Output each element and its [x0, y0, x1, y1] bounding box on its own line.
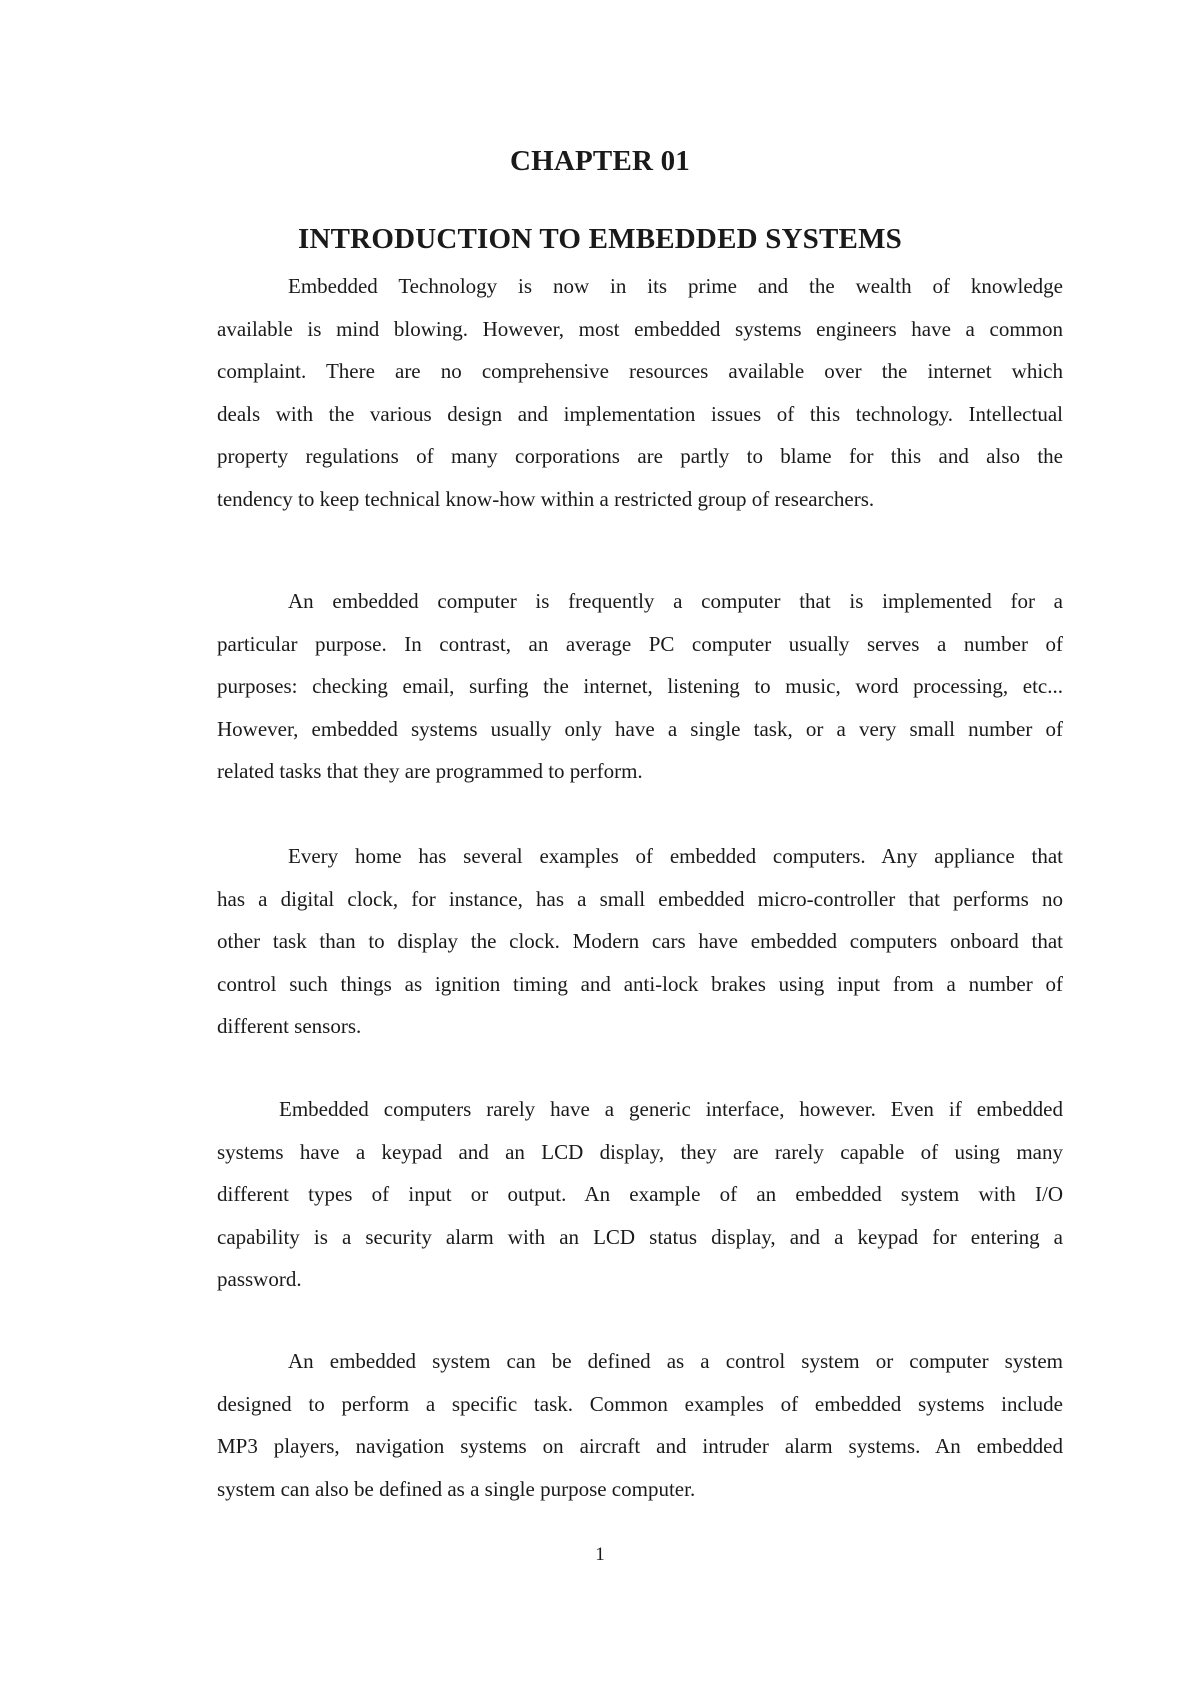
paragraph-2	[217, 580, 1063, 793]
paragraph-line: complaint. There are no comprehensive resources available over the internet which	[217, 359, 1063, 383]
page-number: 1	[595, 1544, 605, 1565]
paragraph-5	[217, 1340, 1063, 1510]
paragraph-line: other task than to display the clock. Modern cars have embedded computers onboard that	[217, 929, 1063, 953]
paragraph-line: system can also be defined as a single purpose computer.	[217, 1476, 696, 1501]
paragraph-line: different sensors.	[217, 1014, 362, 1038]
paragraph-line: password.	[217, 1267, 302, 1291]
paragraph-line: However, embedded systems usually only have a single task, or a very small number of	[217, 716, 1063, 741]
paragraph-1	[217, 265, 1063, 520]
paragraph-4	[217, 1088, 1063, 1301]
paragraph-3	[217, 835, 1063, 1048]
paragraph-line: deals with the various design and implementation issues of this technology. Intellectual	[217, 401, 1063, 426]
paragraph-line: purposes: checking email, surfing the internet, listening to music, word processing, etc...	[217, 674, 1063, 698]
paragraph-line: An embedded computer is frequently a computer that is implemented for a	[288, 589, 1063, 613]
paragraph-line: property regulations of many corporations are partly to blame for this and also the	[217, 444, 1063, 468]
paragraph-line: has a digital clock, for instance, has a small embedded micro-controller that performs no	[217, 886, 1063, 911]
paragraph-line: tendency to keep technical know-how within a restricted group of researchers.	[217, 486, 875, 511]
paragraph-line: related tasks that they are programmed to perform.	[217, 759, 643, 783]
paragraph-line: designed to perform a specific task. Common examples of embedded systems include	[217, 1391, 1063, 1416]
paragraph-line: control such things as ignition timing and anti-lock brakes using input from a number of	[217, 971, 1063, 996]
paragraph-line: Embedded Technology is now in its prime and the wealth of knowledge	[288, 274, 1063, 298]
paragraph-line: Embedded computers rarely have a generic interface, however. Even if embedded	[279, 1097, 1063, 1121]
chapter-title: INTRODUCTION TO EMBEDDED SYSTEMS	[298, 223, 902, 255]
paragraph-line: particular purpose. In contrast, an average PC computer usually serves a number of	[217, 631, 1063, 656]
chapter-label: CHAPTER 01	[509, 145, 691, 177]
paragraph-line: systems have a keypad and an LCD display, they are rarely capable of using many	[217, 1139, 1063, 1164]
paragraph-line: different types of input or output. An example of an embedded system with I/O	[217, 1182, 1063, 1206]
paragraph-line: MP3 players, navigation systems on aircraft and intruder alarm systems. An embedded	[217, 1434, 1063, 1458]
paragraph-line: available is mind blowing. However, most embedded systems engineers have a common	[217, 316, 1063, 341]
paragraph-line: Every home has several examples of embedded computers. Any appliance that	[288, 844, 1063, 868]
paragraph-line: An embedded system can be defined as a control system or computer system	[288, 1349, 1063, 1373]
paragraph-line: capability is a security alarm with an LCD status display, and a keypad for entering a	[217, 1224, 1063, 1249]
